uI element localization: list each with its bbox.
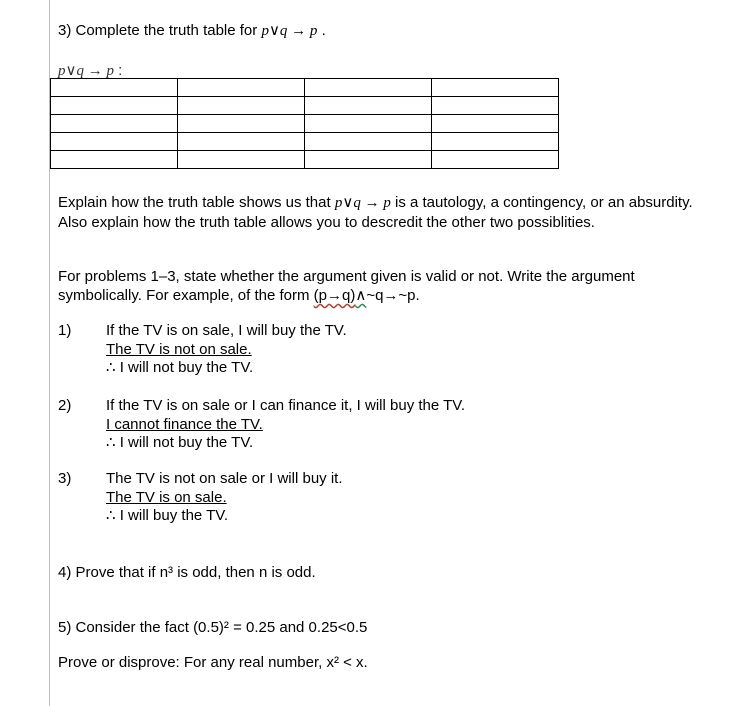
truth-table-cell[interactable] bbox=[51, 115, 178, 133]
truth-table-cell[interactable] bbox=[178, 151, 305, 169]
prove-or-disprove: Prove or disprove: For any real number, x² < x. bbox=[58, 654, 368, 671]
argument-premise-underlined: The TV is on sale. bbox=[106, 488, 227, 506]
argument-conclusion: ∴ I will not buy the TV. bbox=[106, 434, 254, 451]
truth-table-row bbox=[51, 97, 559, 115]
argument-1-number: 1) bbox=[58, 322, 72, 339]
argument-3-number: 3) bbox=[58, 470, 72, 487]
truth-table-cell[interactable] bbox=[178, 97, 305, 115]
truth-table-cell[interactable] bbox=[178, 79, 305, 97]
truth-table-cell[interactable] bbox=[51, 133, 178, 151]
expression-p-or-q-implies-p: p∨q → p bbox=[261, 23, 318, 39]
truth-table-cell[interactable] bbox=[51, 97, 178, 115]
truth-table-cell[interactable] bbox=[432, 133, 559, 151]
question-3-heading: 3) Complete the truth table for p∨q → p . bbox=[58, 22, 326, 39]
argument-2-number: 2) bbox=[58, 397, 72, 414]
truth-table-cell[interactable] bbox=[305, 151, 432, 169]
truth-table-cell[interactable] bbox=[51, 151, 178, 169]
truth-table-cell[interactable] bbox=[305, 97, 432, 115]
argument-conclusion: ∴ I will not buy the TV. bbox=[106, 359, 254, 376]
argument-premise: If the TV is on sale or I can finance it, I will buy the TV. bbox=[106, 397, 466, 414]
truth-table-row bbox=[51, 133, 559, 151]
argument-conclusion: ∴ I will buy the TV. bbox=[106, 507, 229, 524]
question-4: 4) Prove that if n³ is odd, then n is odd. bbox=[58, 564, 316, 581]
truth-table-row bbox=[51, 151, 559, 169]
argument-premise: If the TV is on sale, I will buy the TV. bbox=[106, 322, 347, 339]
truth-table-label: p∨q → p : bbox=[58, 62, 123, 79]
argument-2 bbox=[106, 397, 465, 453]
truth-table-cell[interactable] bbox=[305, 115, 432, 133]
argument-premise-underlined: I cannot finance the TV. bbox=[106, 415, 263, 433]
truth-table-cell[interactable] bbox=[178, 115, 305, 133]
truth-table-row bbox=[51, 115, 559, 133]
argument-3 bbox=[106, 470, 343, 526]
explain-paragraph: Explain how the truth table shows us that p∨q → p is a tautology, a contingency, or an absurdity. Also explain how the truth table allows you to descredit the other two possiblities. bbox=[58, 194, 693, 231]
truth-table-cell[interactable] bbox=[305, 79, 432, 97]
truth-table-cell[interactable] bbox=[432, 97, 559, 115]
argument-premise-underlined: The TV is not on sale. bbox=[106, 340, 252, 358]
truth-table-cell[interactable] bbox=[305, 133, 432, 151]
argument-premise: The TV is not on sale or I will buy it. bbox=[106, 470, 343, 487]
problems-intro-paragraph: For problems 1–3, state whether the argument given is valid or not. Write the argument symbolically. For example, of the form (p→q)∧~q→~p. bbox=[58, 268, 635, 304]
spellcheck-example: (p→q) bbox=[313, 287, 356, 304]
question-5: 5) Consider the fact (0.5)² = 0.25 and 0.25<0.5 bbox=[58, 619, 368, 636]
argument-1 bbox=[106, 322, 347, 378]
truth-table-cell[interactable] bbox=[432, 151, 559, 169]
truth-table-cell[interactable] bbox=[178, 133, 305, 151]
truth-table bbox=[50, 78, 559, 169]
truth-table-row bbox=[51, 79, 559, 97]
truth-table-cell[interactable] bbox=[432, 79, 559, 97]
truth-table-cell[interactable] bbox=[432, 115, 559, 133]
truth-table-cell[interactable] bbox=[51, 79, 178, 97]
